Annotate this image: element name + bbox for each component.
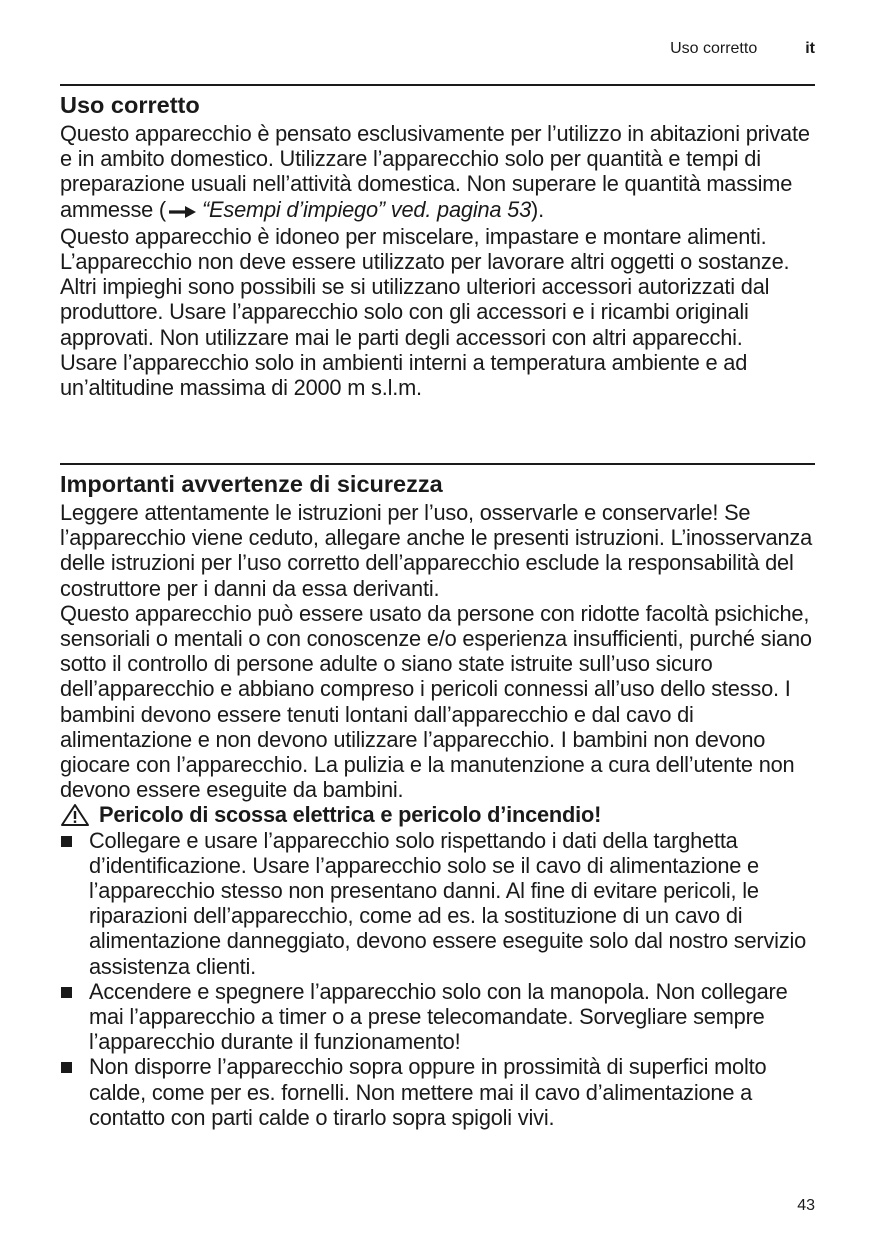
paragraph: Usare l’apparecchio solo in ambienti interni a temperatura ambiente e ad un’altitudine massima di 2000 m s.l.m. — [60, 349, 748, 401]
section-divider — [60, 84, 815, 86]
header-section-name: Uso corretto — [670, 40, 758, 57]
section-title: Importanti avvertenze di sicurezza — [60, 471, 443, 497]
page-reference-link[interactable]: “Esempi d’impiego” ved. pagina 53 — [202, 196, 532, 222]
square-bullet-icon — [61, 836, 72, 847]
list-item-text: Collegare e usare l’apparecchio solo rispettando i dati della targhetta d’identificazione. Usare l’apparecchio solo se il cavo di alimentazione e l’apparecchio stesso non presentano danni. Al fine di evitare pericoli, le riparazioni dell’apparecchio, come ad es. la sostituzione di un cavo di alimentazione danneggiato, devono essere eseguite solo dal nostro servizio assistenza clienti. — [89, 827, 807, 979]
running-header — [670, 40, 815, 58]
page-number: 43 — [797, 1197, 815, 1214]
paragraph: Questo apparecchio è idoneo per miscelare, impastare e montare alimenti. L’apparecchio non deve essere utilizzato per lavorare altri oggetti o sostanze. Altri impieghi sono possibili se si utilizzano ulteriori accessori autorizzati dal produttore. Usare l’apparecchio solo con gli accessori e i ricambi originali approvati. Non utilizzare mai le parti degli accessori con altri apparecchi. — [60, 223, 790, 350]
warning-title: Pericolo di scossa elettrica e pericolo d’incendio! — [99, 802, 602, 828]
square-bullet-icon — [61, 1062, 72, 1073]
list-item-text: Accendere e spegnere l’apparecchio solo con la manopola. Non collegare mai l’apparecchio a timer o a prese telecomandate. Sorvegliare sempre l’apparecchio durante il funzionamento! — [89, 978, 788, 1055]
list-item — [60, 828, 820, 979]
section-divider — [60, 463, 815, 465]
paragraph: Questo apparecchio può essere usato da persone con ridotte facoltà psichiche, sensoriali o mentali o con conoscenze e/o esperienza insufficienti, purché siano sotto il controllo di persone adulte o siano state istruite sull’uso sicuro dell’apparecchio e abbiano compreso i pericoli connessi all’uso dello stesso. I bambini devono essere tenuti lontani dall’apparecchio e dal cavo di alimentazione e non devono utilizzare l’apparecchio. I bambini non devono giocare con l’apparecchio. La pulizia e la manutenzione a cura dell’utente non devono essere eseguite da bambini. — [60, 600, 812, 803]
paragraph: Leggere attentamente le istruzioni per l’uso, osservarle e conservarle! Se l’apparecchio viene ceduto, allegare anche le presenti istruzioni. L’inosservanza delle istruzioni per l’uso corretto dell’apparecchio esclude la responsabilità del costruttore per i danni da essa derivanti. — [60, 500, 813, 601]
paragraph-text: ). — [531, 196, 544, 222]
warning-list — [60, 828, 820, 1130]
paragraph-text: Questo apparecchio è pensato esclusivamente per l’utilizzo in abitazioni private e in ambito domestico. Utilizzare l’apparecchio solo per quantità e tempi di preparazione usuali nell’attività domestica. Non superare le quantità massime ammesse ( — [60, 121, 810, 222]
list-item — [60, 979, 820, 1055]
warning-triangle-icon — [60, 803, 90, 827]
arrow-right-icon — [168, 199, 198, 224]
list-item-text: Non disporre l’apparecchio sopra oppure in prossimità di superfici molto calde, come per es. fornelli. Non mettere mai il cavo d’alimentazione a contatto con parti calde o tirarlo sopra spigoli vivi. — [89, 1054, 767, 1130]
manual-page — [60, 0, 815, 1241]
warning-heading — [60, 802, 820, 827]
list-item — [60, 1054, 820, 1130]
header-language-code: it — [805, 40, 815, 57]
square-bullet-icon — [61, 987, 72, 998]
paragraph — [60, 121, 820, 224]
section-uso-corretto — [60, 89, 820, 400]
section-avvertenze-sicurezza — [60, 468, 820, 1130]
section-title: Uso corretto — [60, 92, 200, 118]
